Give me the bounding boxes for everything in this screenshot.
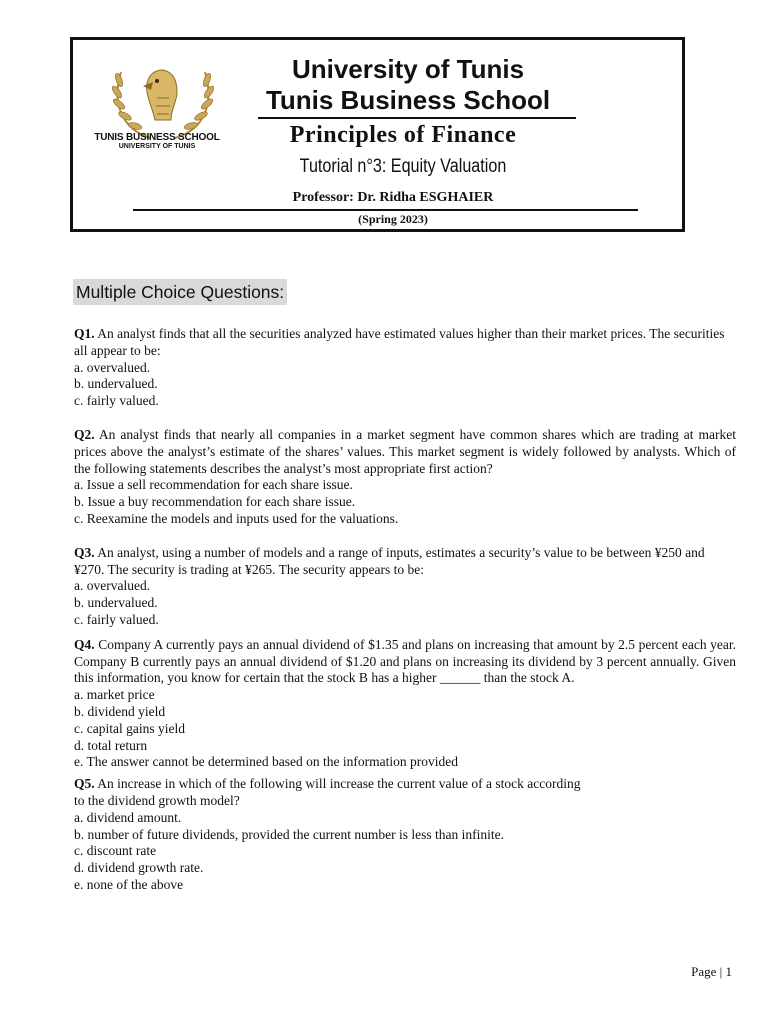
option: a. overvalued. bbox=[74, 359, 151, 375]
question-4 bbox=[74, 637, 736, 771]
divider bbox=[258, 117, 576, 119]
option: c. discount rate bbox=[74, 843, 157, 859]
option: c. Reexamine the models and inputs used for the valuations. bbox=[74, 510, 399, 526]
question-text: An analyst, using a number of models and a range of inputs, estimates a security’s value to be between ¥250 and ¥270. The security is trading at ¥265. The security appears to be: bbox=[74, 544, 705, 577]
option: c. fairly valued. bbox=[74, 611, 159, 627]
question-5 bbox=[74, 776, 736, 894]
university-title: University of Tunis bbox=[291, 54, 525, 84]
tutorial-title: Tutorial n°3: Equity Valuation bbox=[299, 156, 507, 177]
logo-caption-school: TUNIS BUSINESS SCHOOL bbox=[94, 132, 220, 143]
option: a. market price bbox=[74, 687, 155, 703]
option: d. dividend growth rate. bbox=[74, 860, 204, 876]
question-number: Q1. bbox=[74, 326, 95, 341]
page-number: Page | 1 bbox=[691, 964, 732, 979]
question-2 bbox=[74, 427, 736, 528]
option: b. undervalued. bbox=[74, 376, 158, 392]
divider bbox=[133, 209, 638, 211]
course-title: Principles of Finance bbox=[289, 122, 517, 148]
section-title: Multiple Choice Questions: bbox=[73, 279, 287, 305]
option: b. undervalued. bbox=[74, 595, 158, 611]
option: a. Issue a sell recommendation for each share issue. bbox=[74, 477, 353, 493]
option: c. fairly valued. bbox=[74, 393, 159, 409]
question-number: Q3. bbox=[74, 544, 95, 560]
questions-list bbox=[74, 326, 736, 894]
option: b. number of future dividends, provided the current number is less than infinite. bbox=[74, 826, 505, 842]
option: e. The answer cannot be determined based on the information provided bbox=[74, 754, 458, 770]
option: e. none of the above bbox=[74, 876, 184, 892]
question-text: An increase in which of the following will increase the current value of a stock according bbox=[94, 776, 581, 792]
term-label: (Spring 2023) bbox=[358, 212, 428, 226]
question-number: Q2. bbox=[74, 426, 95, 442]
question-text: Company A currently pays an annual dividend of $1.35 and plans on increasing that amount by 2.5 percent each year. Company B currently pays an annual dividend of $1.20 and plans on increasing its dividend by 3 percent annually. Given this information, you know for certain that the stock B has a higher ______ than the stock A. bbox=[74, 636, 736, 686]
option: b. Issue a buy recommendation for each share issue. bbox=[74, 494, 356, 510]
question-text: An analyst finds that nearly all companies in a market segment have common shares which are trading at market prices above the analyst’s estimate of the shares’ values. This market segment is widely followed by analysts. Which of the following statements describes the analyst’s most appropriate first action? bbox=[74, 426, 736, 476]
logo-caption-university: UNIVERSITY OF TUNIS bbox=[118, 143, 196, 150]
question-text-continued: to the dividend growth model? bbox=[74, 792, 240, 808]
header-box bbox=[70, 37, 685, 232]
question-number: Q4. bbox=[74, 636, 95, 652]
question-1 bbox=[74, 326, 736, 410]
option: a. dividend amount. bbox=[74, 809, 182, 825]
question-3 bbox=[74, 545, 736, 629]
option: b. dividend yield bbox=[74, 703, 166, 719]
question-number: Q5. bbox=[74, 776, 95, 792]
option: c. capital gains yield bbox=[74, 720, 185, 736]
option: a. overvalued. bbox=[74, 578, 151, 594]
professor-name: Professor: Dr. Ridha ESGHAIER bbox=[292, 190, 494, 205]
option: d. total return bbox=[74, 737, 148, 753]
school-title: Tunis Business School bbox=[265, 85, 551, 115]
question-text: An analyst finds that all the securities analyzed have estimated values higher than their market prices. The securities all appear to be: bbox=[74, 326, 725, 358]
